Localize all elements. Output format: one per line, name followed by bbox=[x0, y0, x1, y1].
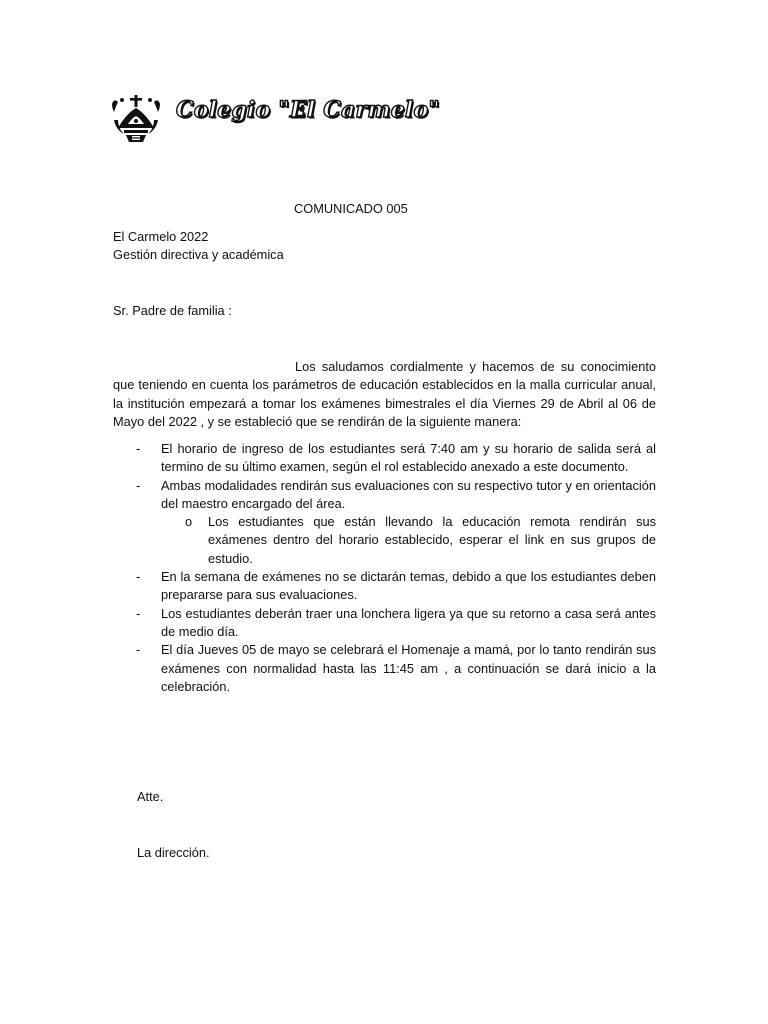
memo-origin: El Carmelo 2022 bbox=[113, 229, 209, 244]
list-item bbox=[113, 477, 656, 568]
list-item bbox=[113, 641, 656, 696]
intro-paragraph: Los saludamos cordialmente y hacemos de su conocimiento que teniendo en cuenta los parámetros de educación establecidos en la malla curricular anual, la institución empezará a tomar los exámenes bimestrales el día Viernes 29 de Abril al 06 de Mayo del 2022 , y se estableció que se rendirán de la siguiente manera: bbox=[113, 359, 656, 429]
bullet-marker: - bbox=[136, 441, 141, 456]
bullet-marker: - bbox=[136, 569, 141, 585]
bullet-marker: - bbox=[136, 605, 141, 621]
sub-list-item-text: Los estudiantes que están llevando la educación remota rendirán sus exámenes dentro del horario establecido, esperar el link en sus grupos de estudio. bbox=[208, 514, 656, 566]
list-item-text: El horario de ingreso de los estudiantes será 7:40 am y su horario de salida será al termino de su último examen, según el rol establecido anexado a este documento. bbox=[161, 441, 656, 475]
closing: Atte. bbox=[137, 789, 164, 804]
carmel-shield-icon bbox=[110, 94, 162, 144]
memo-title: COMUNICADO 005 bbox=[294, 201, 408, 216]
list-item-text: En la semana de exámenes no se dictarán temas, debido a que los estudiantes deben prepararse para sus evaluaciones. bbox=[161, 569, 656, 603]
sub-list-item bbox=[161, 513, 656, 568]
bullet-marker: - bbox=[136, 642, 141, 658]
memo-department: Gestión directiva y académica bbox=[113, 247, 284, 262]
list-item-text: Ambas modalidades rendirán sus evaluaciones con su respectivo tutor y en orientación del maestro encargado del área. bbox=[161, 477, 656, 511]
bullet-list bbox=[113, 440, 656, 696]
list-item-text: Los estudiantes deberán traer una lonchera ligera ya que su retorno a casa será antes de medio día. bbox=[161, 605, 656, 639]
bullet-marker: - bbox=[136, 477, 141, 493]
sub-list bbox=[161, 513, 656, 568]
list-item bbox=[113, 568, 656, 605]
sub-bullet-marker: o bbox=[185, 514, 193, 530]
list-item-text: El día Jueves 05 de mayo se celebrará el Homenaje a mamá, por lo tanto rendirán sus exámenes con normalidad hasta las 11:45 am , a continuación se dará inicio a la celebración. bbox=[161, 642, 656, 694]
school-name: Colegio "El Carmelo" bbox=[176, 97, 440, 123]
list-item bbox=[113, 440, 656, 477]
list-item bbox=[113, 605, 656, 642]
greeting: Sr. Padre de familia : bbox=[113, 303, 232, 318]
signature: La dirección. bbox=[137, 845, 210, 860]
